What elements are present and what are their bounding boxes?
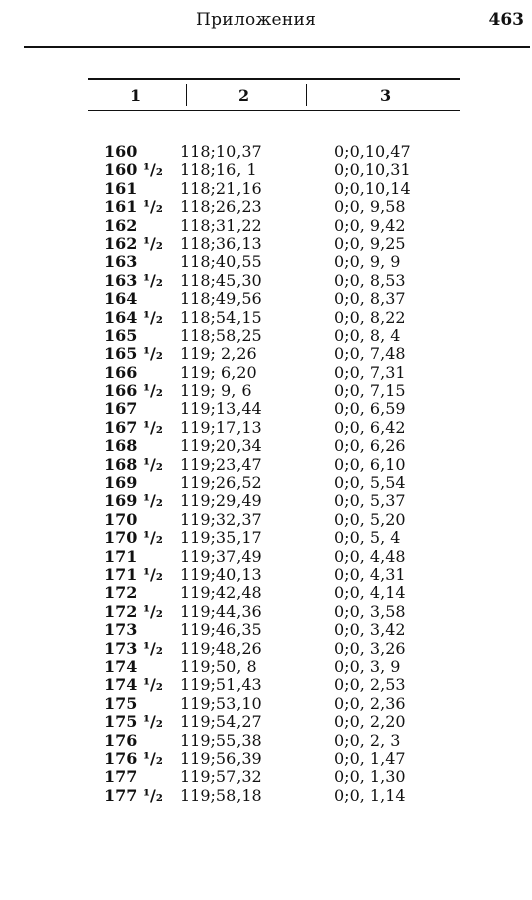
table-row [88,474,460,492]
column-2-cell: 119;55,38 [180,730,262,750]
column-2-cell: 118;36,13 [180,233,262,253]
column-3-cell: 0;0, 5, 4 [334,528,401,548]
row-number-cell: 165 ¹/₂ [104,344,163,364]
column-header-1: 1 [130,86,142,105]
row-number-cell: 172 ¹/₂ [104,601,163,621]
column-2-cell: 119;51,43 [180,675,262,695]
column-2-cell: 119;32,37 [180,509,262,529]
table-row [88,584,460,602]
row-number-cell: 172 [104,583,138,603]
column-3-cell: 0;0, 7,15 [334,381,406,401]
column-3-cell: 0;0, 1,30 [334,767,406,787]
row-number-cell: 160 [104,142,138,161]
column-3-cell: 0;0, 3,26 [334,638,406,658]
column-2-cell: 119;13,44 [180,399,262,419]
row-number-cell: 173 ¹/₂ [104,638,163,658]
row-number-cell: 170 [104,509,138,529]
row-number-cell: 176 ¹/₂ [104,748,163,768]
table-row [88,290,460,308]
column-2-cell: 119;57,32 [180,767,262,787]
header-rule [24,46,530,48]
column-3-cell: 0;0, 9, 9 [334,252,401,272]
table-row [88,787,460,805]
column-2-cell: 118;58,25 [180,325,262,345]
table-row [88,180,460,198]
row-number-cell: 177 [104,767,138,787]
column-2-cell: 118;31,22 [180,215,262,235]
running-head [0,10,532,36]
table-row [88,621,460,639]
table-row [88,548,460,566]
column-3-cell: 0;0, 5,37 [334,491,406,511]
column-3-cell: 0;0,10,47 [334,142,411,161]
column-2-cell: 119;29,49 [180,491,262,511]
row-number-cell: 161 [104,178,138,198]
column-3-cell: 0;0, 8, 4 [334,325,401,345]
row-number-cell: 175 [104,693,138,713]
column-2-cell: 119; 9, 6 [180,381,252,401]
column-3-cell: 0;0, 7,31 [334,362,406,382]
table-row [88,327,460,345]
column-2-cell: 119;46,35 [180,620,262,640]
row-number-cell: 169 ¹/₂ [104,491,163,511]
row-number-cell: 167 ¹/₂ [104,417,163,437]
column-2-cell: 119; 6,20 [180,362,257,382]
table-row [88,419,460,437]
row-number-cell: 160 ¹/₂ [104,160,163,180]
column-2-cell: 118;10,37 [180,142,262,161]
column-header-2: 2 [238,86,250,105]
row-number-cell: 174 ¹/₂ [104,675,163,695]
column-2-cell: 118;40,55 [180,252,262,272]
column-2-cell: 119;54,27 [180,712,262,732]
table-row [88,364,460,382]
column-2-cell: 119;53,10 [180,693,262,713]
column-divider [306,84,307,106]
table-row [88,345,460,363]
column-3-cell: 0;0, 1,14 [334,785,406,805]
column-3-cell: 0;0, 4,48 [334,546,406,566]
column-2-cell: 118;26,23 [180,197,262,217]
column-3-cell: 0;0, 6,26 [334,436,406,456]
column-2-cell: 119; 2,26 [180,344,257,364]
table-row [88,143,460,161]
table-row [88,768,460,786]
column-2-cell: 119;23,47 [180,454,262,474]
table-body [88,143,460,805]
column-3-cell: 0;0, 2,53 [334,675,406,695]
table-row [88,676,460,694]
column-divider [186,84,187,106]
row-number-cell: 177 ¹/₂ [104,785,163,805]
column-2-cell: 119;44,36 [180,601,262,621]
row-number-cell: 175 ¹/₂ [104,712,163,732]
column-2-cell: 119;58,18 [180,785,262,805]
column-2-cell: 118;54,15 [180,307,262,327]
row-number-cell: 163 [104,252,138,272]
table-row [88,566,460,584]
column-2-cell: 119;42,48 [180,583,262,603]
column-2-cell: 118;45,30 [180,270,262,290]
row-number-cell: 162 ¹/₂ [104,233,163,253]
column-3-cell: 0;0, 4,31 [334,564,406,584]
table-row [88,658,460,676]
table-row [88,750,460,768]
column-3-cell: 0;0, 9,58 [334,197,406,217]
page-number: 463 [488,10,524,30]
row-number-cell: 161 ¹/₂ [104,197,163,217]
table-header-rule [88,110,460,111]
table-row [88,456,460,474]
column-3-cell: 0;0, 2, 3 [334,730,401,750]
row-number-cell: 166 ¹/₂ [104,381,163,401]
row-number-cell: 164 [104,289,138,309]
table-row [88,492,460,510]
column-header-3: 3 [380,86,392,105]
column-3-cell: 0;0, 3,42 [334,620,406,640]
column-3-cell: 0;0, 7,48 [334,344,406,364]
column-2-cell: 119;48,26 [180,638,262,658]
column-2-cell: 119;26,52 [180,473,262,493]
row-number-cell: 163 ¹/₂ [104,270,163,290]
column-2-cell: 118;21,16 [180,178,262,198]
column-3-cell: 0;0, 3, 9 [334,656,401,676]
column-3-cell: 0;0, 2,36 [334,693,406,713]
table-row [88,161,460,179]
table-row [88,272,460,290]
column-2-cell: 119;50, 8 [180,656,257,676]
row-number-cell: 162 [104,215,138,235]
row-number-cell: 173 [104,620,138,640]
table-row [88,529,460,547]
column-3-cell: 0;0, 5,20 [334,509,406,529]
column-3-cell: 0;0, 4,14 [334,583,406,603]
column-2-cell: 118;16, 1 [180,160,257,180]
column-3-cell: 0;0, 8,53 [334,270,406,290]
ephemeris-table [88,78,460,805]
running-title: Приложения [196,10,317,30]
row-number-cell: 167 [104,399,138,419]
table-row [88,235,460,253]
column-2-cell: 118;49,56 [180,289,262,309]
column-2-cell: 119;37,49 [180,546,262,566]
table-row [88,603,460,621]
row-number-cell: 169 [104,473,138,493]
row-number-cell: 170 ¹/₂ [104,528,163,548]
row-number-cell: 174 [104,656,138,676]
table-row [88,695,460,713]
table-row [88,400,460,418]
row-number-cell: 166 [104,362,138,382]
column-3-cell: 0;0, 8,22 [334,307,406,327]
table-row [88,437,460,455]
table-row [88,198,460,216]
table-row [88,713,460,731]
row-number-cell: 165 [104,325,138,345]
table-row [88,732,460,750]
column-3-cell: 0;0, 3,58 [334,601,406,621]
row-number-cell: 168 [104,436,138,456]
row-number-cell: 171 [104,546,138,566]
table-row [88,309,460,327]
row-number-cell: 171 ¹/₂ [104,564,163,584]
table-row [88,511,460,529]
column-2-cell: 119;35,17 [180,528,262,548]
column-2-cell: 119;40,13 [180,564,262,584]
column-3-cell: 0;0, 9,25 [334,233,406,253]
column-2-cell: 119;17,13 [180,417,262,437]
table-row [88,217,460,235]
table-row [88,253,460,271]
column-2-cell: 119;20,34 [180,436,262,456]
column-3-cell: 0;0, 5,54 [334,473,406,493]
column-3-cell: 0;0, 1,47 [334,748,406,768]
table-header-row [88,80,460,110]
row-number-cell: 176 [104,730,138,750]
column-3-cell: 0;0, 6,10 [334,454,406,474]
column-3-cell: 0;0,10,14 [334,178,411,198]
row-number-cell: 168 ¹/₂ [104,454,163,474]
column-3-cell: 0;0, 9,42 [334,215,406,235]
table-row [88,640,460,658]
column-3-cell: 0;0, 2,20 [334,712,406,732]
column-3-cell: 0;0, 8,37 [334,289,406,309]
column-3-cell: 0;0, 6,59 [334,399,406,419]
column-3-cell: 0;0, 6,42 [334,417,406,437]
column-2-cell: 119;56,39 [180,748,262,768]
column-3-cell: 0;0,10,31 [334,160,411,180]
table-row [88,382,460,400]
row-number-cell: 164 ¹/₂ [104,307,163,327]
